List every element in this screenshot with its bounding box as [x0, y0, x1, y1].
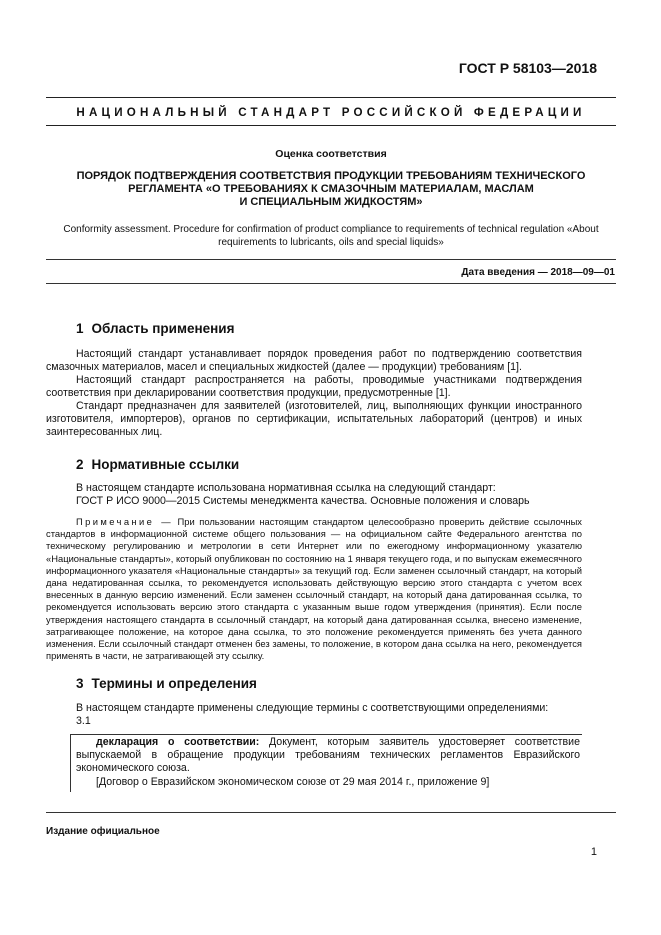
- english-title-line: requirements to lubricants, oils and special liquids»: [218, 236, 444, 248]
- note-text: При пользовании настоящим стандартом целесообразно проверить действие ссылочных стандартов в информационной системе общего пользования — на официальном сайте Федерального агентства по техническому регулированию и метрологии в сети Интернет или по ежегодному информационному указателю «Национальные стандарты», который опубликован по состоянию на 1 января текущего года, и по выпускам ежемесячного информационного указателя «Национальные стандарты» за текущий год. Если заменен ссылочный стандарт, на который дана недатированная ссылка, то рекомендуется использовать действующую версию этого стандарта с учетом всех внесенных в данную версию изменений. Если заменен ссылочный стандарт, на который дана датированная ссылка, то рекомендуется использовать версию этого стандарта с указанным выше годом утверждения (принятия). Если после утверждения настоящего стандарта в ссылочный стандарт, на который дана датированная ссылка, внесено изменение, затрагивающее положение, на которое дана ссылка, то это положение рекомендуется применять без учета данного изменения. Если ссылочный стандарт отменен без замены, то положение, в котором дана ссылка на него, рекомендуется применять в части, не затрагивающей эту ссылку.: [46, 516, 582, 662]
- section-title: Область применения: [91, 321, 235, 336]
- title-line: ПОРЯДОК ПОДТВЕРЖДЕНИЯ СООТВЕТСТВИЯ ПРОДУКЦИИ ТРЕБОВАНИЯМ ТЕХНИЧЕСКОГО: [76, 170, 586, 182]
- section-title: Термины и определения: [91, 676, 257, 691]
- date-rule: [46, 283, 616, 284]
- section-2-heading: [76, 457, 239, 472]
- introduction-date: Дата введения — 2018—09—01: [461, 267, 615, 278]
- section-2-note: [46, 516, 582, 662]
- term: декларация о соответствии:: [96, 736, 260, 748]
- section-1-heading: [76, 321, 234, 336]
- title-line: И СПЕЦИАЛЬНЫМ ЖИДКОСТЯМ»: [239, 196, 423, 208]
- page-number: 1: [590, 846, 597, 858]
- section-3-heading: [76, 676, 257, 691]
- header-rule-top: [46, 97, 616, 98]
- section-number: 1: [76, 321, 84, 336]
- section-2-paragraph-1: В настоящем стандарте использована нормативная ссылка на следующий стандарт:: [76, 482, 496, 494]
- section-title: Нормативные ссылки: [91, 457, 240, 472]
- term-definition: [76, 736, 580, 775]
- footer-rule: [46, 812, 616, 813]
- definition-text: Документ, которым заявитель удостоверяет соответствие выпускаемой в обращение продукции требованиям технических регламентов Евразийского экономического союза.: [76, 736, 580, 775]
- definition-source: [Договор о Евразийском экономическом союзе от 29 мая 2014 г., приложение 9]: [96, 776, 490, 788]
- document-number: ГОСТ Р 58103—2018: [458, 60, 597, 76]
- section-1-paragraph-2: Настоящий стандарт распространяется на работы, проводимые участниками подтверждения соответствия при декларировании соответствия продукции, предусмотренные [1].: [46, 374, 582, 400]
- section-1-paragraph-3: Стандарт предназначен для заявителей (изготовителей, лиц, выполняющих функции иностранного изготовителя, импортеров), органов по сертификации, испытательных лабораторий (центров) и иных заинтересованных лиц.: [46, 400, 582, 439]
- clause-number: 3.1: [76, 715, 91, 727]
- header-rule-bottom: [46, 125, 616, 126]
- english-title-line: Conformity assessment. Procedure for confirmation of product compliance to requirements of technical regulation «About: [63, 224, 599, 235]
- title-rule: [46, 259, 616, 260]
- section-number: 3: [76, 676, 84, 691]
- title-line: РЕГЛАМЕНТА «О ТРЕБОВАНИЯХ К СМАЗОЧНЫМ МАТЕРИАЛАМ, МАСЛАМ: [128, 183, 534, 195]
- national-standard-heading: НАЦИОНАЛЬНЫЙ СТАНДАРТ РОССИЙСКОЙ ФЕДЕРАЦИИ: [76, 106, 586, 119]
- section-1-paragraph-1: Настоящий стандарт устанавливает порядок проведения работ по подтверждению соответствия смазочных материалов, масел и специальных жидкостей (далее — продукции) требованиям [1].: [46, 348, 582, 374]
- normative-reference: ГОСТ Р ИСО 9000—2015 Системы менеджмента качества. Основные положения и словарь: [76, 495, 530, 507]
- note-label: Примечание —: [76, 516, 173, 527]
- section-number: 2: [76, 457, 84, 472]
- english-title: [46, 224, 616, 249]
- document-title: [46, 170, 616, 209]
- section-3-paragraph-1: В настоящем стандарте применены следующие термины с соответствующими определениями:: [76, 702, 549, 714]
- official-edition-label: Издание официальное: [46, 826, 160, 837]
- document-subtitle: Оценка соответствия: [275, 148, 387, 160]
